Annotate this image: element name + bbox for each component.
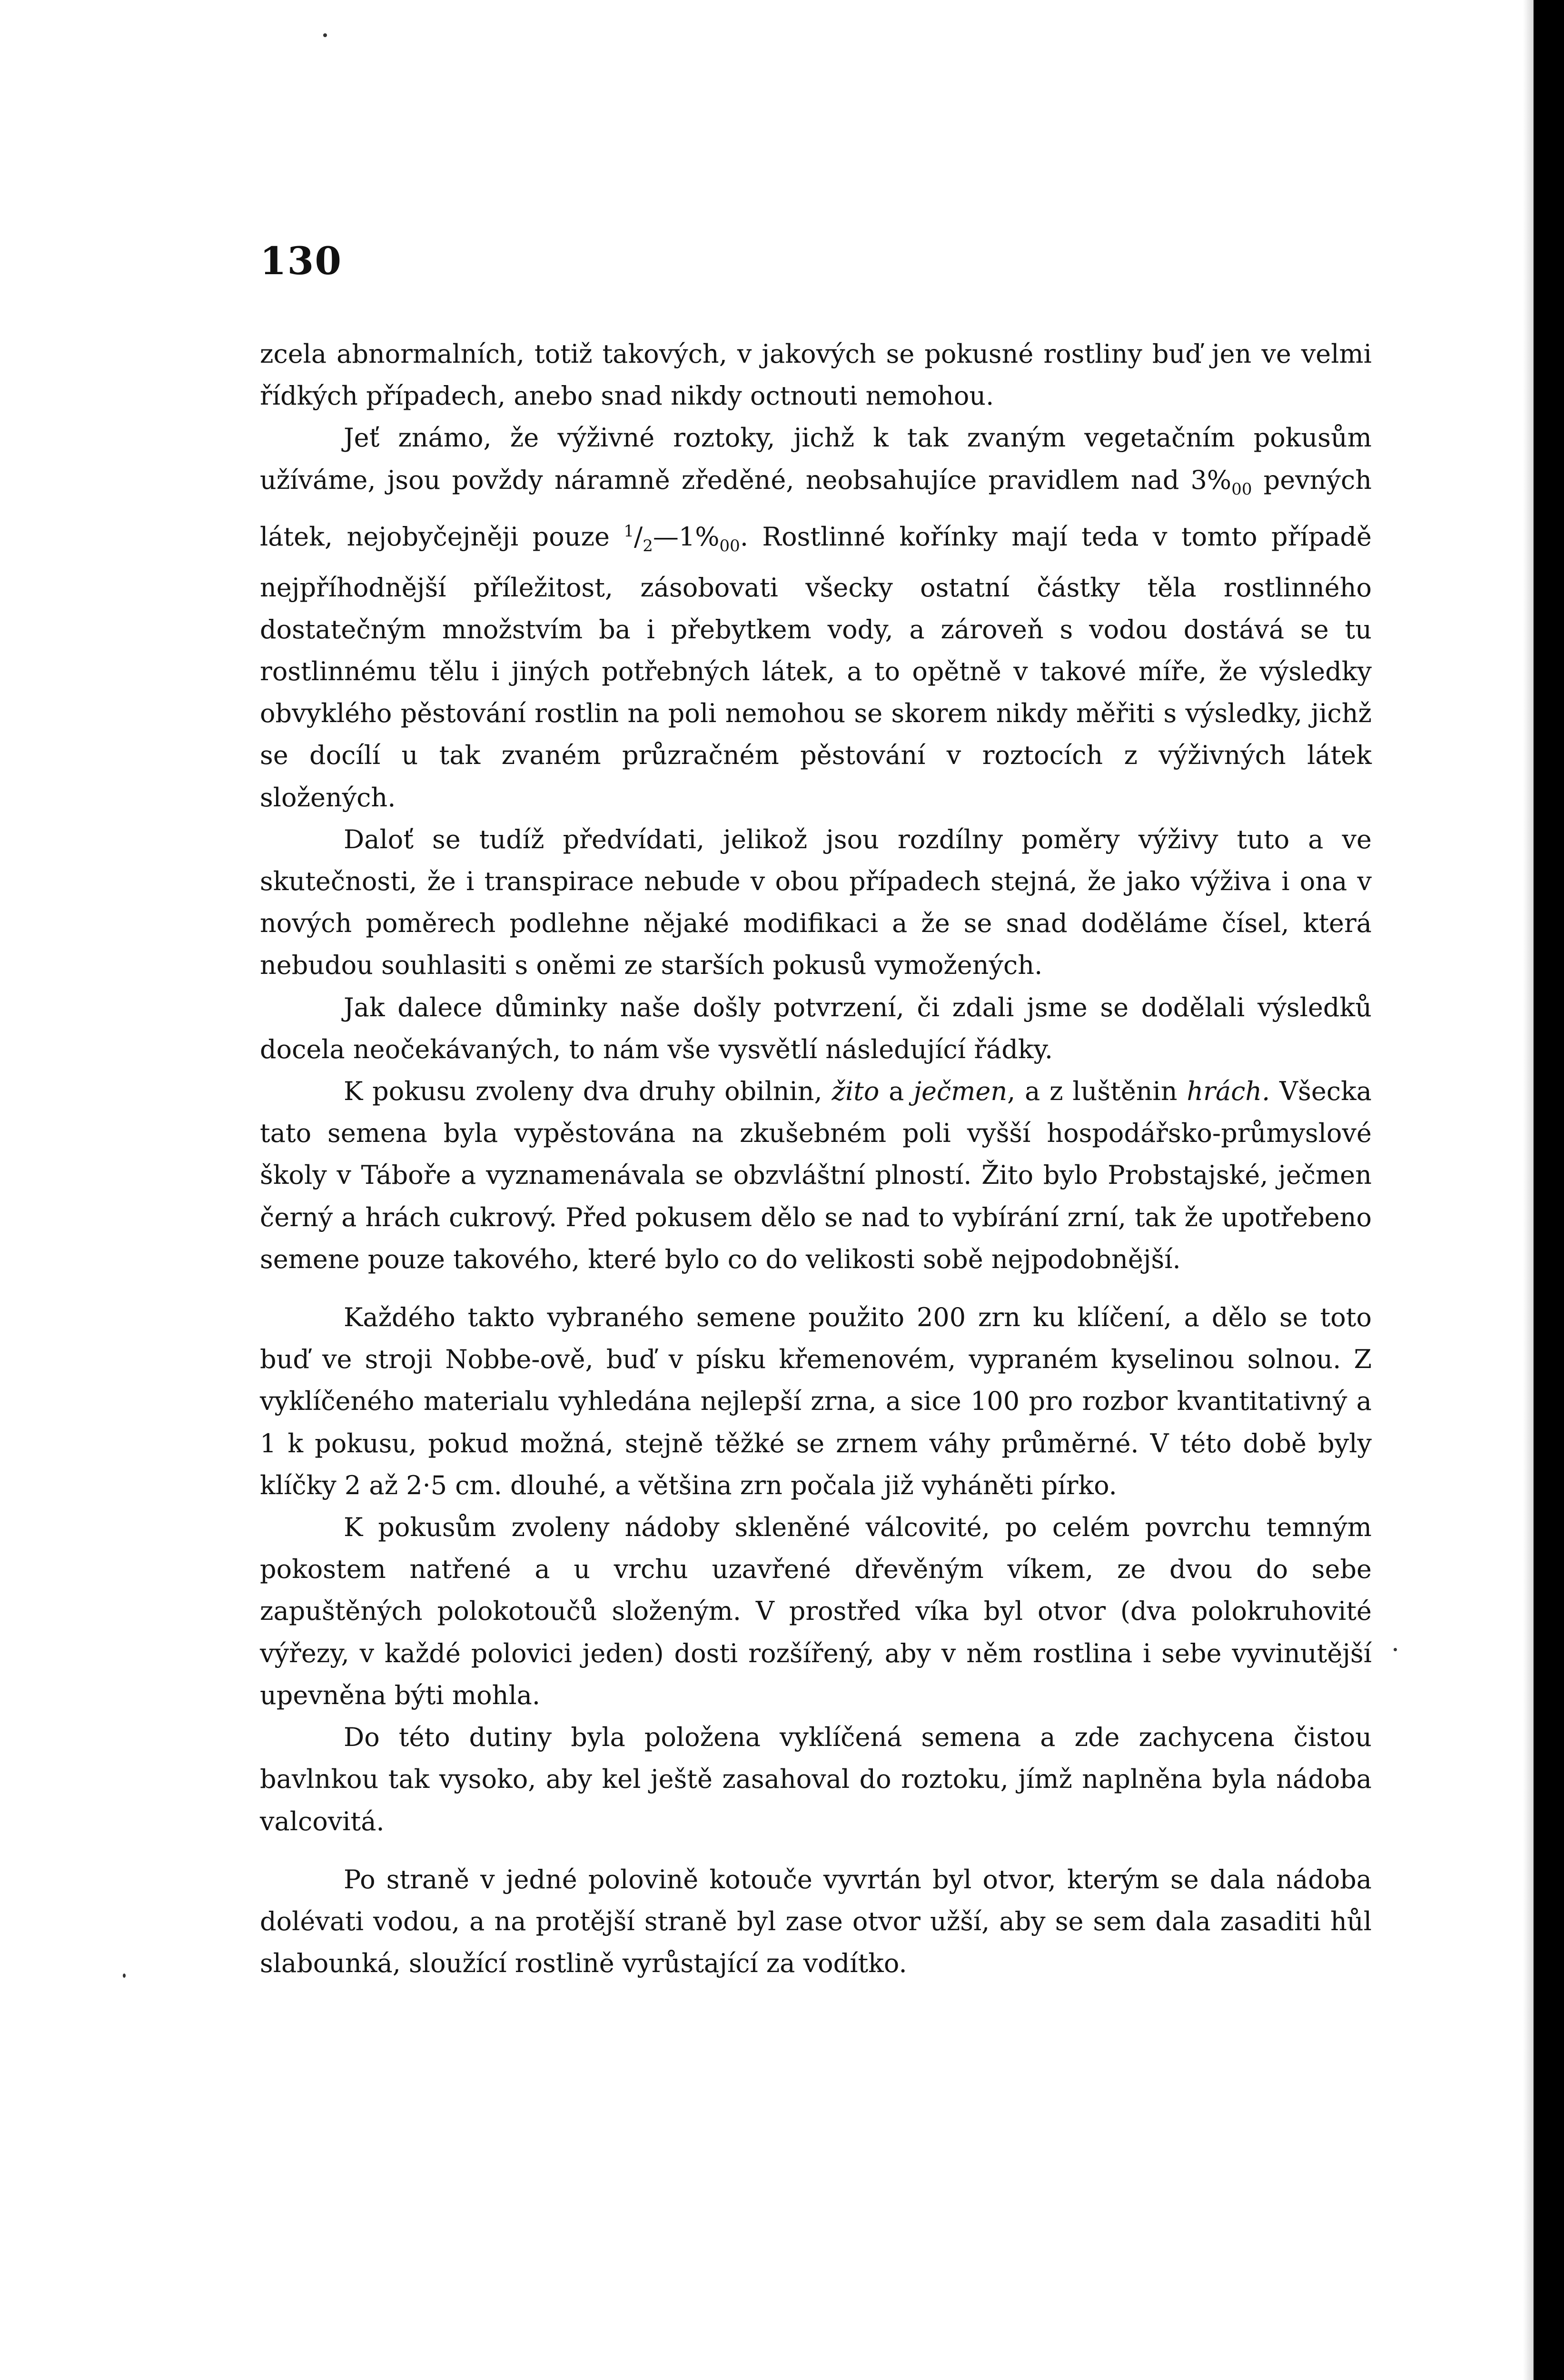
paragraph-text: Všecka tato semena byla vypěstována na zkušebném poli vyšší hospodářsko-průmyslové školy v Táboře a vyznamenávala se obzvláštní plností. Žito bylo Probstajské, ječmen černý a hrách cukrový. Před pokusem dělo se nad to vybírání zrní, tak že upotřebeno semene pouze takového, které bylo co do velikosti sobě nejpodobnější. bbox=[260, 1076, 1372, 1274]
page-edge-shadow bbox=[1523, 0, 1534, 2380]
paragraph-text: Každého takto vybraného semene použito 200 zrn ku klíčení, a dělo se toto buď ve stroji Nobbe-ově, buď v písku křemenovém, vypraném kyselinou solnou. Z vyklíčeného materialu vyhledána nejlepší zrna, a sice 100 pro rozbor kvantitativný a 1 k pokusu, pokud možná, stejně těžké se zrnem váhy průměrné. V této době byly klíčky 2 až 2·5 cm. dlouhé, a většina zrn počala již vyháněti pírko. bbox=[260, 1302, 1372, 1500]
paragraph-cavity bbox=[260, 1716, 1372, 1843]
paragraph-germination bbox=[260, 1297, 1372, 1507]
paragraph-opening bbox=[260, 1859, 1372, 1985]
paragraph-text: K pokusu zvoleny dva druhy obilnin, bbox=[344, 1076, 832, 1107]
paragraph-vessels bbox=[260, 1507, 1372, 1716]
fraction-one-half: $^1/_2$ bbox=[624, 521, 653, 555]
paragraph-text: Po straně v jedné polovině kotouče vyvrtán byl otvor, kterým se dala nádoba dolévati vodou, a na protější straně byl zase otvor užší, aby se sem dala zasaditi hůl slabounká, sloužící rostlině vyrůstající za vodítko. bbox=[260, 1864, 1372, 1979]
paragraph-text: , a z luštěnin bbox=[1007, 1076, 1187, 1107]
page-number: 130 bbox=[260, 238, 342, 283]
paragraph-text: Jak dalece důminky naše došly potvrzení, či zdali jsme se dodělali výsledků docela neočekávaných, to nám vše vysvětlí následující řádky. bbox=[260, 992, 1372, 1064]
paragraph-results-intro bbox=[260, 987, 1372, 1071]
italic-term-zito: žito bbox=[831, 1076, 880, 1107]
scan-speck bbox=[323, 33, 327, 37]
paragraph-text: Daloť se tudíž předvídati, jelikož jsou rozdílny poměry výživy tuto a ve skutečnosti, že i transpirace nebude v obou případech stejná, že jako výživa i ona v nových poměrech podlehne nějaké modifikaci a že se snad doděláme čísel, která nebudou souhlasiti s oněmi ze starších pokusů vymožených. bbox=[260, 824, 1372, 981]
permille-sign: $\%_{00}$ bbox=[695, 521, 740, 555]
paragraph-text: a bbox=[879, 1076, 914, 1107]
italic-term-jecmen: ječmen bbox=[913, 1076, 1008, 1107]
scan-speck bbox=[123, 1973, 126, 1978]
italic-term-hrach: hrách. bbox=[1187, 1076, 1270, 1107]
paragraph-seed-selection bbox=[260, 1071, 1372, 1280]
scan-border bbox=[1534, 0, 1564, 2380]
paragraph-transpiration bbox=[260, 819, 1372, 987]
paragraph-text: pevných látek, nejobyčejněji pouze bbox=[260, 465, 1372, 552]
paragraph-nutrient-solutions bbox=[260, 417, 1372, 818]
permille-sign: $\%_{00}$ bbox=[1207, 465, 1252, 499]
body-text bbox=[260, 333, 1372, 1984]
scan-speck bbox=[1394, 1648, 1397, 1651]
paragraph-text: —1 bbox=[653, 521, 695, 552]
paragraph-text: Do této dutiny byla položena vyklíčená semena a zde zachycena čistou bavlnkou tak vysoko, aby kel ještě zasahoval do roztoku, jímž naplněna byla nádoba valcovitá. bbox=[260, 1722, 1372, 1836]
paragraph-text: K pokusům zvoleny nádoby skleněné válcovité, po celém povrchu temným pokostem natřené a u vrchu uzavřené dřevěným víkem, ze dvou do sebe zapuštěných polokotoučů složeným. V prostřed víka byl otvor (dva polokruhovité výřezy, v každé polovici jeden) dosti rozšířený, aby v něm rostlina i sebe vyvinutější upevněna býti mohla. bbox=[260, 1512, 1372, 1710]
paragraph-continuation bbox=[260, 333, 1372, 417]
paragraph-text: Jeť známo, že výživné roztoky, jichž k tak zvaným vegetačním pokusům užíváme, jsou povždy náramně zředěné, neobsahujíce pravidlem nad 3 bbox=[260, 423, 1372, 495]
paragraph-text: . Rostlinné kořínky mají teda v tomto případě nejpříhodnější příležitost, zásobovati všecky ostatní částky těla rostlinného dostatečným množstvím ba i přebytkem vody, a zároveň s vodou dostává se tu rostlinnému tělu i jiných potřebných látek, a to opětně v takové míře, že výsledky obvyklého pěstování rostlin na poli nemohou se skorem nikdy měřiti s výsledky, jichž se docílí u tak zvaném průzračném pěstování v roztocích z výživných látek složených. bbox=[260, 521, 1372, 813]
paragraph-text: zcela abnormalních, totiž takových, v jakových se pokusné rostliny buď jen ve velmi řídkých případech, anebo snad nikdy octnouti nemohou. bbox=[260, 339, 1372, 411]
